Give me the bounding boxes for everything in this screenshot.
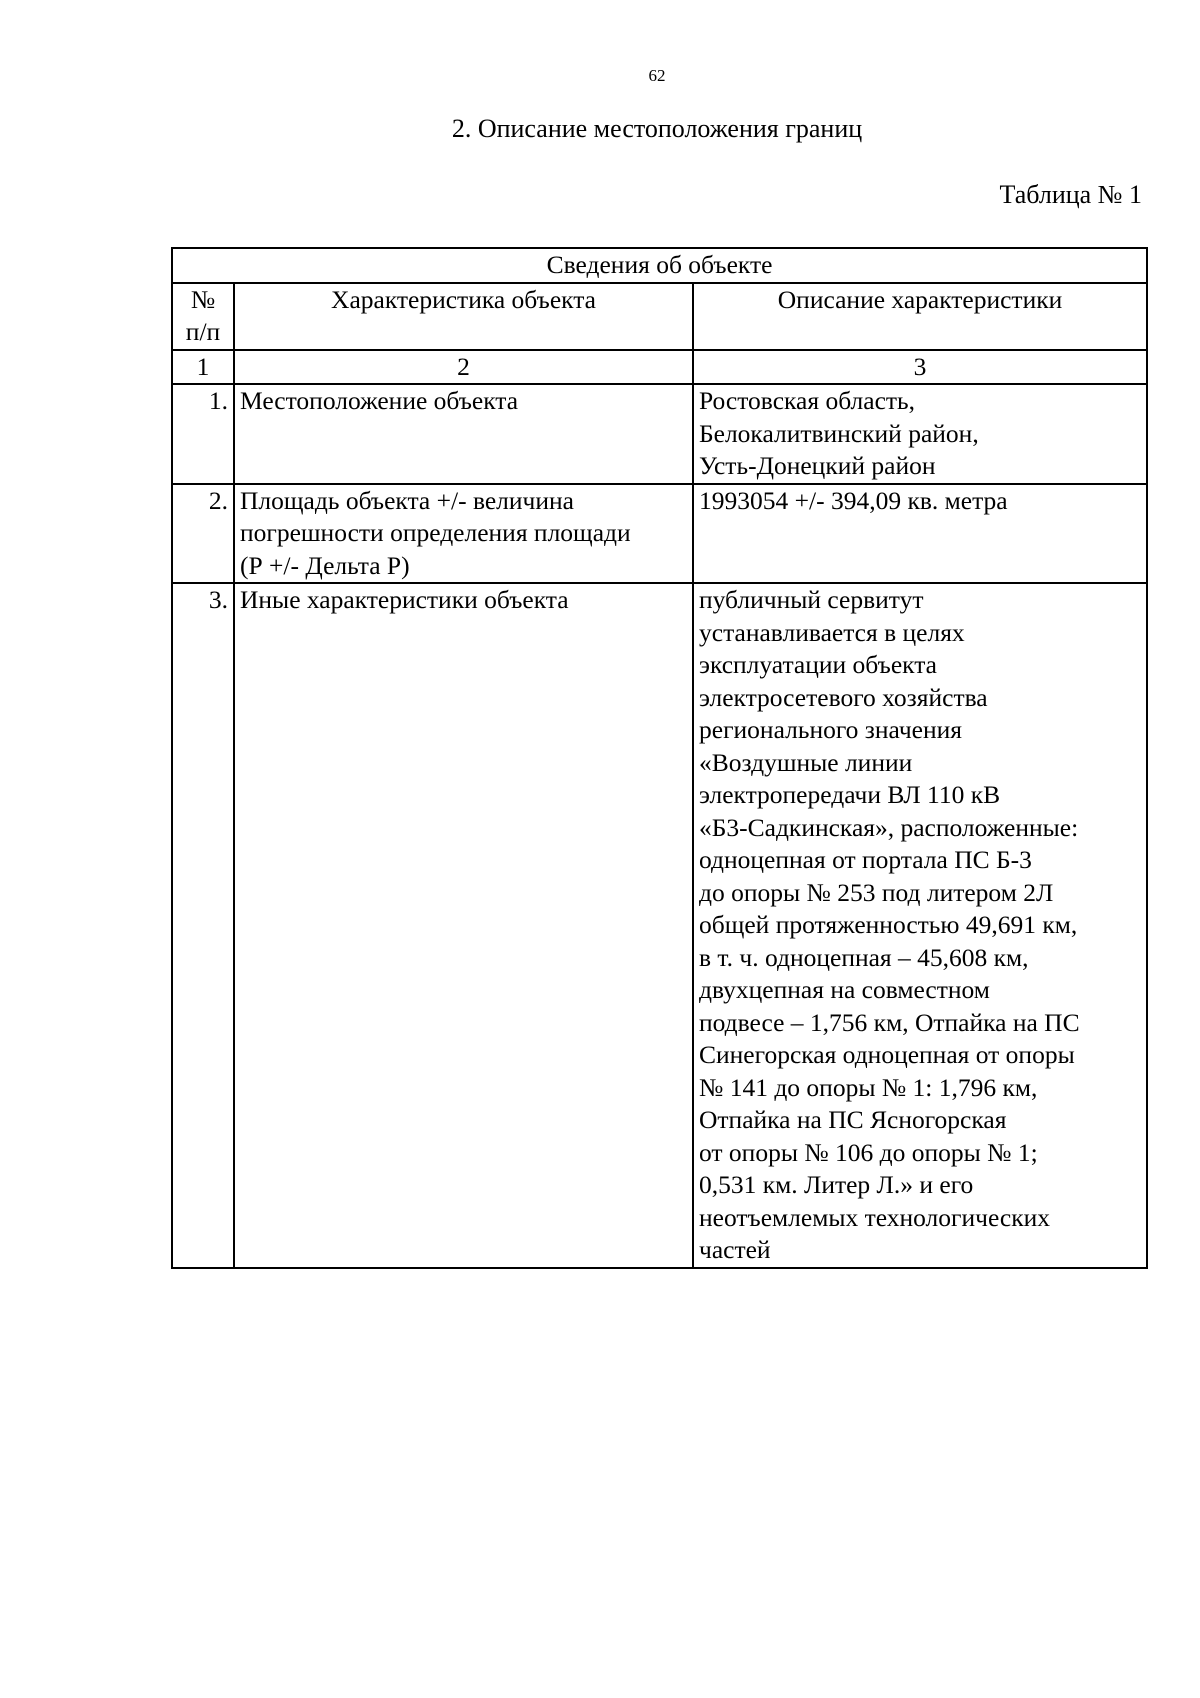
- text-line: общей протяженностью 49,691 км,: [699, 910, 1078, 939]
- row-number: 3.: [172, 583, 234, 1268]
- object-info-table: [171, 247, 1148, 1269]
- text-line: эксплуатации объекта: [699, 650, 937, 679]
- text-line: частей: [699, 1235, 771, 1264]
- row-number: 1.: [172, 384, 234, 484]
- table-title: Сведения об объекте: [172, 248, 1147, 283]
- text-line: погрешности определения площади: [240, 518, 631, 547]
- text-line: неотъемлемых технологических: [699, 1202, 1050, 1232]
- table-title-row: [172, 248, 1147, 283]
- row-description: [693, 484, 1147, 584]
- text-line: Иные характеристики объекта: [240, 585, 569, 614]
- text-line: публичный сервитут: [699, 585, 924, 614]
- text-line: электросетевого хозяйства: [699, 682, 988, 712]
- row-description: [693, 384, 1147, 484]
- table-row: [172, 583, 1147, 1268]
- text-line: 0,531 км. Литер Л.» и его: [699, 1170, 974, 1199]
- row-characteristic: [234, 384, 693, 484]
- text-line: «Воздушные линии: [699, 747, 913, 777]
- column-index: 1: [172, 350, 234, 385]
- text-line: Белокалитвинский район,: [699, 418, 979, 448]
- text-line: от опоры № 106 до опоры № 1;: [699, 1137, 1038, 1167]
- text-line: Площадь объекта +/- величина: [240, 485, 574, 515]
- text-line: 1993054 +/- 394,09 кв. метра: [699, 485, 1008, 515]
- header-number-line: п/п: [185, 317, 221, 346]
- text-line: регионального значения: [699, 715, 962, 744]
- section-heading: 2. Описание местоположения границ: [451, 114, 863, 143]
- text-line: подвесе – 1,756 км, Отпайка на ПС: [699, 1007, 1080, 1037]
- header-characteristic: Характеристика объекта: [234, 283, 693, 350]
- column-index: 3: [693, 350, 1147, 385]
- text-line: в т. ч. одноцепная – 45,608 км,: [699, 942, 1029, 972]
- text-line: № 141 до опоры № 1: 1,796 км,: [699, 1072, 1038, 1102]
- text-line: Усть-Донецкий район: [699, 451, 936, 480]
- text-line: электропередачи ВЛ 110 кВ: [699, 780, 1001, 809]
- text-line: Синегорская одноцепная от опоры: [699, 1040, 1075, 1069]
- row-characteristic: [234, 484, 693, 584]
- text-line: до опоры № 253 под литером 2Л: [699, 877, 1054, 907]
- row-characteristic: [234, 583, 693, 1268]
- table-row: [172, 384, 1147, 484]
- text-line: Ростовская область,: [699, 386, 916, 415]
- text-line: устанавливается в целях: [699, 617, 965, 647]
- column-index-row: [172, 350, 1147, 385]
- table-label: Таблица № 1: [999, 180, 1142, 209]
- row-number: 2.: [172, 484, 234, 584]
- table-row: [172, 484, 1147, 584]
- text-line: двухцепная на совместном: [699, 975, 990, 1004]
- header-number-line: №: [190, 284, 216, 314]
- header-number: [172, 283, 234, 350]
- text-line: (Р +/- Дельта Р): [240, 550, 410, 580]
- text-line: одноцепная от портала ПС Б-3: [699, 845, 1032, 874]
- table-header-row: [172, 283, 1147, 350]
- text-line: «Б3-Садкинская», расположенные:: [699, 812, 1079, 842]
- column-index: 2: [234, 350, 693, 385]
- row-description: [693, 583, 1147, 1268]
- text-line: Местоположение объекта: [240, 386, 519, 415]
- page-number: 62: [648, 66, 666, 85]
- header-description: Описание характеристики: [693, 283, 1147, 350]
- text-line: Отпайка на ПС Ясногорская: [699, 1105, 1007, 1134]
